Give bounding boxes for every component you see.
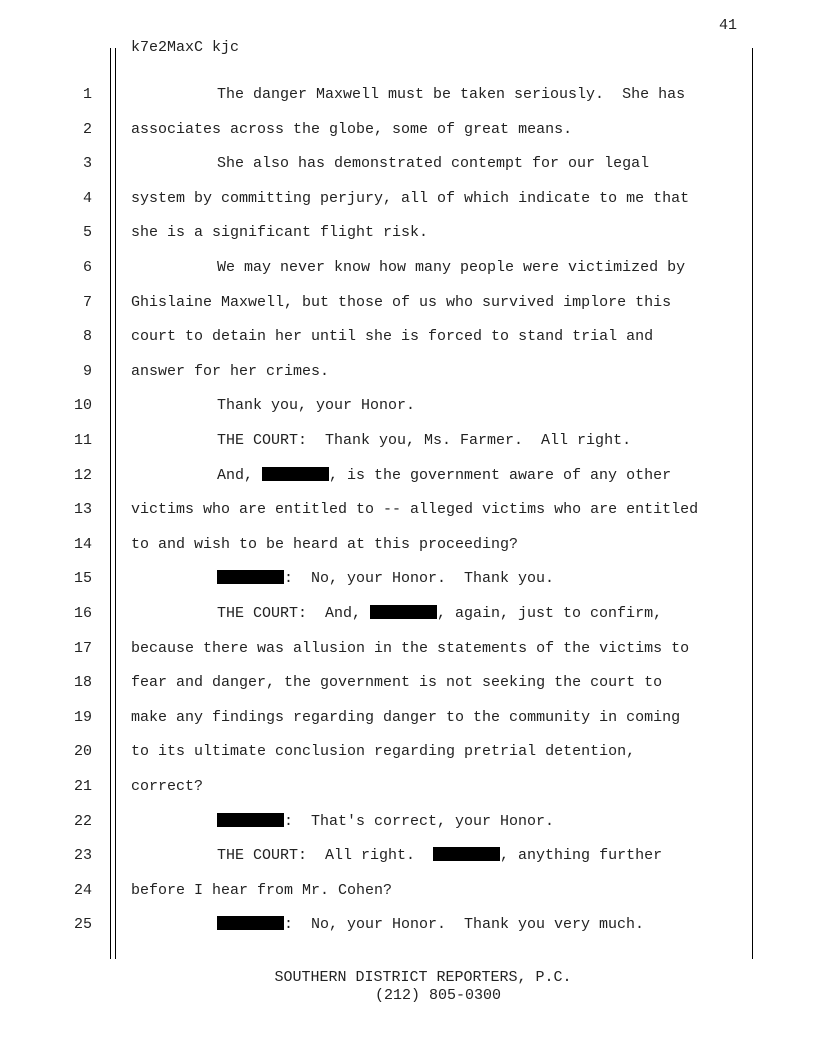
transcript-line	[0, 605, 816, 625]
line-text: to its ultimate conclusion regarding pretrial detention,	[131, 743, 636, 761]
line-number: 22	[73, 812, 92, 830]
line-text: system by committing perjury, all of which indicate to me that	[131, 189, 690, 207]
line-number: 19	[73, 708, 92, 726]
line-number: 10	[73, 397, 92, 415]
line-number: 9	[82, 362, 92, 380]
transcript-line	[0, 259, 816, 279]
line-text: answer for her crimes.	[131, 362, 330, 380]
line-number: 14	[73, 535, 92, 553]
line-text: We may never know how many people were victimized by	[217, 259, 686, 276]
reporter-name: SOUTHERN DISTRICT REPORTERS, P.C.	[274, 969, 572, 986]
transcript-line	[0, 224, 816, 244]
line-text: THE COURT: And, , again, just to confirm,	[217, 605, 663, 622]
line-number: 21	[73, 778, 92, 795]
line-number: 12	[73, 466, 92, 484]
transcript-line	[0, 328, 816, 348]
redaction-box	[262, 467, 329, 481]
redaction-box	[217, 813, 284, 827]
reporter-phone: (212) 805-0300	[374, 987, 502, 1004]
transcript-line	[0, 882, 816, 902]
transcript-line	[0, 363, 816, 383]
line-number: 16	[73, 605, 92, 622]
transcript-line	[0, 121, 816, 141]
line-number: 3	[82, 155, 92, 173]
transcript-line	[0, 294, 816, 314]
transcript-line	[0, 570, 816, 590]
line-number: 7	[82, 293, 92, 311]
line-text: correct?	[131, 778, 204, 795]
redaction-box	[433, 847, 500, 861]
line-text: She also has demonstrated contempt for our legal	[217, 155, 650, 173]
transcript-line	[0, 709, 816, 729]
line-text: : That's correct, your Honor.	[217, 813, 554, 830]
line-text: before I hear from Mr. Cohen?	[131, 881, 393, 899]
line-number: 6	[82, 259, 92, 276]
transcript-line	[0, 813, 816, 833]
transcript-line	[0, 86, 816, 106]
page-number: 41	[719, 17, 738, 34]
line-text: court to detain her until she is forced to stand trial and	[131, 328, 654, 346]
transcript-line	[0, 190, 816, 210]
line-number: 24	[73, 881, 92, 899]
line-number: 8	[82, 328, 92, 346]
line-number: 25	[73, 916, 92, 934]
line-number: 1	[82, 86, 92, 103]
line-number: 2	[82, 120, 92, 138]
redaction-box	[370, 605, 437, 619]
line-text: associates across the globe, some of great means.	[131, 120, 573, 138]
line-text: to and wish to be heard at this proceeding?	[131, 535, 519, 553]
transcript-line	[0, 847, 816, 867]
line-number: 15	[73, 570, 92, 588]
line-text: Thank you, your Honor.	[217, 397, 416, 415]
line-text: : No, your Honor. Thank you.	[217, 570, 554, 587]
transcript-line	[0, 432, 816, 452]
line-text: THE COURT: Thank you, Ms. Farmer. All right.	[217, 432, 632, 449]
transcript-line	[0, 916, 816, 936]
transcript-line	[0, 501, 816, 521]
line-text: THE COURT: All right. , anything further	[217, 847, 663, 865]
line-number: 20	[73, 743, 92, 761]
transcript-line	[0, 397, 816, 417]
line-number: 11	[73, 432, 92, 449]
line-text: make any findings regarding danger to the community in coming	[131, 708, 681, 726]
transcript-line	[0, 640, 816, 660]
redaction-box	[217, 570, 284, 584]
line-number: 4	[82, 189, 92, 207]
line-number: 17	[73, 639, 92, 657]
footer	[0, 969, 816, 1005]
transcript-line	[0, 674, 816, 694]
line-number: 23	[73, 847, 92, 865]
line-text: fear and danger, the government is not seeking the court to	[131, 674, 663, 692]
line-text: And, , is the government aware of any other	[217, 466, 672, 484]
line-text: because there was allusion in the statements of the victims to	[131, 639, 690, 657]
transcript-line	[0, 743, 816, 763]
line-text: : No, your Honor. Thank you very much.	[217, 916, 644, 933]
transcript-line	[0, 155, 816, 175]
transcript-line	[0, 778, 816, 798]
line-number: 5	[82, 224, 92, 242]
transcript-header: k7e2MaxC kjc	[131, 39, 240, 56]
line-number: 18	[73, 674, 92, 692]
line-text: she is a significant flight risk.	[131, 224, 429, 242]
line-text: Ghislaine Maxwell, but those of us who survived implore this	[131, 293, 672, 311]
line-text: victims who are entitled to -- alleged victims who are entitled	[131, 501, 699, 519]
transcript-line	[0, 536, 816, 556]
redaction-box	[217, 916, 284, 930]
transcript-line	[0, 467, 816, 487]
line-text: The danger Maxwell must be taken seriously. She has	[217, 86, 686, 103]
line-number: 13	[73, 501, 92, 519]
